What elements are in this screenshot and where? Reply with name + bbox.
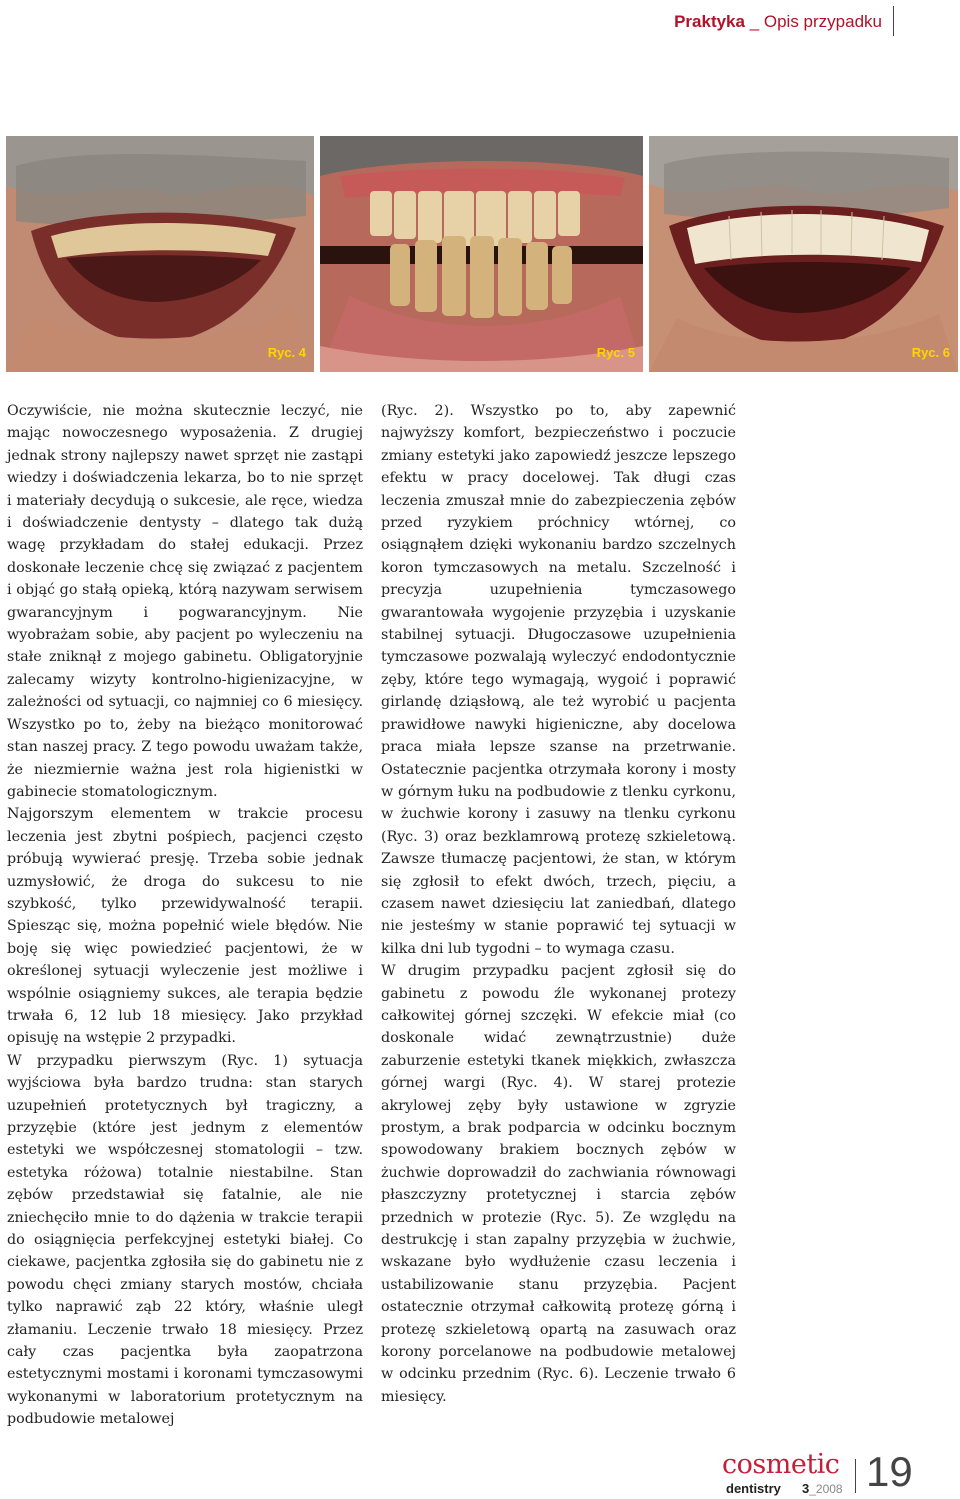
- figure-ryc-5: [320, 136, 643, 372]
- figure-caption: Ryc. 5: [596, 345, 635, 360]
- header-section: Praktyka: [674, 12, 745, 31]
- footer-divider: [855, 1459, 856, 1493]
- article-column-right: [381, 400, 736, 1408]
- smile-after-treatment-icon: [649, 136, 958, 372]
- running-header: [674, 12, 882, 32]
- brand-logo-dentistry: dentistry: [726, 1481, 781, 1496]
- header-divider: [893, 6, 894, 36]
- smile-before-treatment-icon: [6, 136, 314, 372]
- lower-teeth-exposed-icon: [320, 136, 643, 372]
- figure-caption: Ryc. 6: [911, 345, 950, 360]
- figure-ryc-6: [649, 136, 958, 372]
- header-subsection: _ Opis przypadku: [749, 12, 882, 31]
- figure-ryc-4: [6, 136, 314, 372]
- figure-caption: Ryc. 4: [267, 345, 306, 360]
- article-paragraph: W drugim przypadku pacjent zgłosił się do gabinetu z powodu źle wykonanej protezy całkowitej górnej szczęki. W efekcie miał (co doskonale widać zewnątrzustnie) duże zaburzenie estetyki tkanek miękkich, zwłaszcza górnej wargi (Ryc. 4). W starej protezie akrylowej zęby były ustawione w zgryzie prostym, a brak podparcia w odcinku bocznym spowodowany brakiem bocznych zębów w żuchwie doprowadził do zachwiania równowagi płaszczyzny protetycznej i starcia zębów przednich w protezie (Ryc. 5). Ze względu na destrukcję i stan zapalny przyzębia w żuchwie, wskazane było wydłużenie czasu leczenia i ustabilizowanie stanu przyzębia. Pacjent ostatecznie otrzymał całkowitą protezę górną i protezę szkieletową opartą na zasuwach oraz korony porcelanowe na podbudowie metalowej w odcinku przednim (Ryc. 6). Leczenie trwało 6 miesięcy.: [381, 963, 736, 1405]
- article-paragraph: Oczywiście, nie można skutecznie leczyć, nie mając nowoczesnego wyposażenia. Z drugiej jednak strony najlepszy nawet sprzęt nie zastąpi wiedzy i doświadczenia lekarza, bo to nie sprzęt i materiały decydują o sukcesie, ale ręce, wiedza i doświadczenie dentysty – dlatego tak dużą wagę przykładam do stałej edukacji. Przez doskonałe leczenie chcę się związać z pacjentem i objąć go stałą opieką, którą nazywam serwisem gwarancyjnym i pogwarancyjnym. Nie wyobrażam sobie, aby pacjent po wyleczeniu na stałe zniknął z mojego gabinetu. Obligatoryjnie zalecamy wizyty kontrolno-higienizacyjne, w zależności od sytuacji, co najmniej co 6 miesięcy. Wszystko po to, żeby na bieżąco monitorować stan naszej pracy. Z tego powodu uważam także, że niezmiernie ważna jest rola higienistki w gabinecie stomatologicznym.: [7, 403, 363, 800]
- issue-number: 3: [802, 1481, 810, 1496]
- article-paragraph: (Ryc. 2). Wszystko po to, aby zapewnić najwyższy komfort, bezpieczeństwo i poczucie zmiany estetyki jako zapowiedź jeszcze lepszego efektu w pracy docelowej. Tak długi czas leczenia zmuszał mnie do zabezpieczenia zębów przed ryzykiem próchnicy wtórnej, co osiągnąłem dzięki wykonaniu bardzo szczelnych koron tymczasowych na metalu. Szczelność i precyzja uzupełnienia tymczasowego gwarantowała wygojenie przyzębia i uzyskanie stabilnej sytuacji. Długoczasowe uzupełnienia tymczasowe pozwalają wyleczyć endodontycznie zęby, które tego wymagają, wygoić i poprawić girlandę dziąsłową, ale też wyrobić u pacjenta prawidłowe nawyki higieniczne, aby docelowa praca miała lepsze szanse na przetrwanie. Ostatecznie pacjentka otrzymała korony i mosty w górnym łuku na podbudowie z tlenku cyrkonu, w żuchwie korony i zasuwy na tlenku cyrkonu (Ryc. 3) oraz bezklamrową protezę szkieletową. Zawsze tłumaczę pacjentowi, że stan, w którym się zgłosił to efekt dwóch, trzech, pięciu, a czasem nawet dziesięciu lat zaniedbań, dlatego nie jesteśmy w stanie poprawić tej sytuacji w kilka dni lub tygodni – to wymaga czasu.: [381, 403, 736, 957]
- issue-label: [802, 1481, 843, 1496]
- article-paragraph: W przypadku pierwszym (Ryc. 1) sytuacja wyjściowa była bardzo trudna: stan starych uzupełnień protetycznych był tragiczny, a przyzębie (które jest jednym z elementów estetyki we współczesnej stomatologii – tzw. estetyka różowa) totalnie niestabilne. Stan zębów przedstawiał się fatalnie, ale nie zniechęciło mnie to do dążenia w trakcie terapii do osiągnięcia perfekcyjnej estetyki białej. Co ciekawe, pacjentka zgłosiła się do gabinetu nie z powodu chęci zmiany starych mostów, chciała tylko naprawić ząb 22 który, właśnie uległ złamaniu. Leczenie trwało 18 miesięcy. Przez cały czas pacjentka była zaopatrzona estetycznymi mostami i koronami tymczasowymi wykonanymi w laboratorium protetycznym na podbudowie metalowej: [7, 1052, 363, 1428]
- article-paragraph: Najgorszym elementem w trakcie procesu leczenia jest zbytni pośpiech, pacjenci często próbują wywierać presję. Trzeba sobie jednak uzmysłowić, że droga do sukcesu to nie szybkość, tylko przewidywalność terapii. Spiesząc się, można popełnić wiele błędów. Nie boję się więc powiedzieć pacjentowi, że w określonej sytuacji wyleczenie jest możliwe i wspólnie osiągniemy sukces, ale terapia będzie trwała 6, 12 lub 18 miesięcy. Jako przykład opisuję na wstępie 2 przypadki.: [7, 806, 363, 1047]
- brand-logo-cosmetic: cosmetic: [722, 1449, 840, 1480]
- issue-year: _2008: [809, 1482, 843, 1496]
- page-number: 19: [866, 1448, 913, 1495]
- article-column-left: [7, 400, 363, 1431]
- figure-strip: [6, 136, 958, 372]
- page-footer: [722, 1449, 952, 1495]
